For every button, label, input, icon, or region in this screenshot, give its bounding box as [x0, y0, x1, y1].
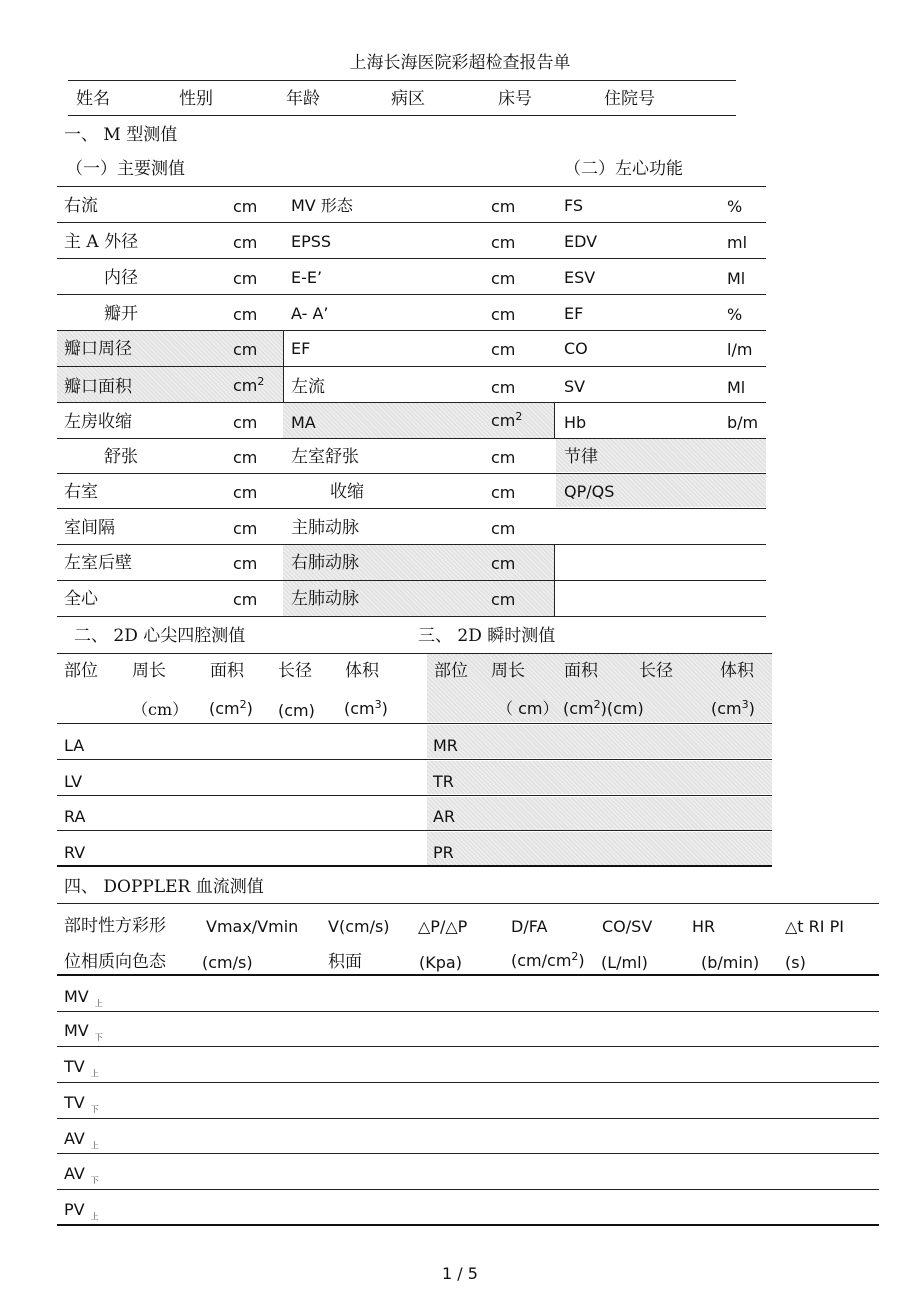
doppler-header-rule — [57, 974, 879, 976]
m-row-unit3: ml — [727, 233, 748, 252]
s3-header-area: 面积 — [564, 661, 598, 681]
m-row-rule — [57, 508, 766, 509]
doppler-row-rule — [57, 1082, 879, 1083]
doppler-row-av-up: AV $_上$ — [64, 1129, 99, 1150]
doppler-subheader-8: (s) — [785, 953, 806, 972]
m-row-label3: CO — [564, 339, 588, 358]
section4-title: 四、 DOPPLER 血流测值 — [64, 877, 264, 897]
m-row-unit2: cm — [491, 590, 516, 609]
m-row-unit3: Ml — [727, 269, 746, 288]
m-row-rule — [57, 258, 766, 259]
doppler-header-8: △t RI PI — [785, 917, 844, 936]
s2-header-area: 面积 — [210, 661, 244, 681]
s2-header-volume: 体积 — [345, 661, 379, 681]
section2-title: 二、 2D 心尖四腔测值 — [74, 626, 246, 646]
s3-header-volume: 体积 — [720, 661, 754, 681]
m-row-label: 右流 — [64, 196, 98, 216]
m-row-label2: E-E’ — [291, 268, 323, 287]
m-row-unit: cm — [233, 269, 258, 288]
m-row-label2: A- A’ — [291, 304, 329, 323]
m-row-unit3: % — [727, 305, 743, 324]
doppler-row-av-down: AV $_下$ — [64, 1164, 99, 1185]
doppler-row-tv-down: TV $_下$ — [64, 1093, 99, 1114]
doppler-subheader-3: 积面 — [328, 952, 362, 972]
m-row-label: 内径 — [104, 268, 138, 288]
m-row-label3: 节律 — [564, 447, 598, 467]
m-row-unit: cm — [233, 340, 258, 359]
s3-row-mr: MR — [433, 736, 458, 755]
m-row-unit: cm — [233, 590, 258, 609]
s3-row-tr: TR — [433, 772, 454, 791]
m-row-label3: ESV — [564, 268, 596, 287]
twod-row-rule — [57, 795, 772, 796]
m-row-unit: cm — [233, 448, 258, 467]
doppler-header-7: HR — [692, 917, 716, 936]
twod-header-rule — [57, 723, 772, 724]
doppler-row-rule — [57, 1046, 879, 1047]
m-row-label: 瓣口周径 — [64, 339, 132, 359]
s2-header-part: 部位 — [64, 661, 98, 681]
s3-unit-area-length: $(cm^2)(cm)$ — [563, 698, 644, 718]
m-row-label3: SV — [564, 377, 586, 396]
shade-pr — [427, 832, 772, 865]
m-col-divider — [283, 331, 284, 366]
m-row-label3: QP/QS — [564, 482, 615, 501]
m-col-divider — [283, 367, 284, 402]
s2-header-perimeter: 周长 — [132, 661, 166, 681]
s2-unit-length: (cm) — [278, 701, 315, 720]
doppler-top-rule — [57, 903, 879, 904]
doppler-bottom-rule — [57, 1224, 879, 1226]
twod-bottom-rule — [57, 865, 772, 867]
patient-name-label: 姓名 — [76, 89, 110, 109]
m-row-rule — [57, 330, 766, 331]
ward-label: 病区 — [391, 89, 425, 109]
m-row-unit: cm — [233, 519, 258, 538]
s2-unit-area: $(cm^2)$ — [209, 698, 253, 718]
doppler-header-5: D/FA — [511, 917, 548, 936]
s2-unit-volume: $(cm^3)$ — [344, 698, 388, 718]
patient-sex-label: 性别 — [179, 89, 213, 109]
report-title: 上海长海医院彩超检查报告单 — [349, 53, 571, 73]
s3-unit-volume: $(cm^3)$ — [711, 698, 755, 718]
s2-header-length: 长径 — [278, 661, 312, 681]
m-row-label: 右室 — [64, 482, 98, 502]
doppler-row-mv-down: MV $_下$ — [64, 1021, 103, 1042]
patient-age-label: 年龄 — [286, 89, 320, 109]
section3-title: 三、 2D 瞬时测值 — [418, 626, 556, 646]
doppler-row-tv-up: TV $_上$ — [64, 1057, 99, 1078]
s3-row-pr: PR — [433, 843, 454, 862]
m-row-unit: cm — [233, 305, 258, 324]
bed-number-label: 床号 — [498, 89, 532, 109]
s2-row-rv: RV — [64, 843, 86, 862]
doppler-row-rule — [57, 1118, 879, 1119]
m-row-label2: MV 形态 — [291, 196, 353, 215]
m-row-label3: EDV — [564, 232, 598, 251]
page-number: 1 / 5 — [442, 1264, 478, 1283]
m-row-unit: cm — [233, 197, 258, 216]
doppler-header-4: △P/△P — [418, 917, 468, 936]
doppler-row-rule — [57, 1153, 879, 1154]
m-row-unit2: cm — [491, 197, 516, 216]
m-row-label2: MA — [291, 413, 316, 432]
title-rule — [68, 80, 736, 81]
m-row-unit2: cm — [491, 269, 516, 288]
m-row-rule — [57, 438, 766, 439]
m-row-label: 全心 — [64, 589, 98, 609]
m-row-label2: 右肺动脉 — [291, 553, 359, 573]
m-row-label: 室间隔 — [64, 518, 115, 538]
m-row-unit2: cm — [491, 554, 516, 573]
m-row-label2: 左流 — [291, 377, 325, 397]
twod-row-rule — [57, 759, 772, 760]
patient-info-rule — [68, 115, 736, 116]
m-row-rule — [57, 366, 766, 367]
m-row-rule — [57, 580, 766, 581]
s2-row-la: LA — [64, 736, 85, 755]
doppler-header-1: 部时性方彩形 — [64, 916, 166, 936]
s2-row-ra: RA — [64, 807, 86, 826]
m-row-label: 瓣口面积 — [64, 377, 132, 397]
m-table-bottom-rule — [57, 616, 766, 617]
m-row-label: 左室后壁 — [64, 553, 132, 573]
m-row-unit2: cm — [491, 378, 516, 397]
doppler-header-3: V(cm/s) — [328, 917, 390, 936]
m-row-label2: 左室舒张 — [291, 447, 359, 467]
m-row-label2: 主肺动脉 — [291, 518, 359, 538]
m-row-unit2: cm — [491, 483, 516, 502]
s3-header-part: 部位 — [434, 661, 468, 681]
m-row-label: 左房收缩 — [64, 412, 132, 432]
m-row-label: 舒张 — [104, 447, 138, 467]
doppler-row-rule — [57, 1189, 879, 1190]
shade-ar — [427, 797, 772, 830]
doppler-subheader-7: (b/min) — [701, 953, 760, 972]
m-col-divider — [554, 545, 555, 616]
shade-tr — [427, 761, 772, 794]
m-row-label2: 左肺动脉 — [291, 589, 359, 609]
doppler-subheader-6: (L/ml) — [601, 953, 648, 972]
m-row-label2: 收缩 — [330, 482, 364, 502]
m-row-label2: EPSS — [291, 232, 332, 251]
m-row-label3: EF — [564, 304, 584, 323]
m-row-unit: cm — [233, 554, 258, 573]
s2-row-lv: LV — [64, 772, 83, 791]
m-row-unit2: cm — [491, 233, 516, 252]
twod-top-rule — [57, 653, 772, 654]
m-row-unit: cm — [233, 413, 258, 432]
m-row-unit2: cm — [491, 448, 516, 467]
m-row-unit: cm — [233, 233, 258, 252]
doppler-subheader-4: (Kpa) — [419, 953, 462, 972]
m-row-label: 主 A 外径 — [64, 232, 139, 252]
shade-mr — [427, 725, 772, 758]
s3-header-perimeter: 周长 — [491, 661, 525, 681]
doppler-row-pv-up: PV $_上$ — [64, 1200, 99, 1221]
m-row-label3: FS — [564, 196, 584, 215]
m-row-label: 瓣开 — [104, 304, 138, 324]
m-table-top-rule — [57, 186, 766, 187]
m-row-rule — [57, 473, 766, 474]
m-row-rule — [57, 222, 766, 223]
m-row-unit2: cm — [491, 519, 516, 538]
m-col-divider — [554, 403, 555, 438]
section1-sub-lv-function: （二）左心功能 — [564, 159, 683, 179]
m-row-unit2: $cm^2$ — [491, 410, 523, 430]
twod-row-rule — [57, 830, 772, 831]
m-row-label2: EF — [291, 339, 311, 358]
doppler-subheader-2: (cm/s) — [202, 953, 253, 972]
m-row-label3: Hb — [564, 413, 587, 432]
s3-row-ar: AR — [433, 807, 456, 826]
doppler-header-6: CO/SV — [602, 917, 653, 936]
m-row-unit2: cm — [491, 340, 516, 359]
m-row-unit3: l/m — [727, 340, 753, 359]
m-row-rule — [57, 544, 766, 545]
hospital-number-label: 住院号 — [604, 89, 655, 109]
section1-sub-main: （一）主要测值 — [66, 159, 185, 179]
m-row-unit3: Ml — [727, 378, 746, 397]
m-row-unit: cm — [233, 483, 258, 502]
m-row-unit: $cm^2$ — [233, 375, 265, 395]
m-row-unit3: % — [727, 197, 743, 216]
doppler-subheader-5: $(cm/cm^2)$ — [511, 950, 585, 970]
m-row-unit2: cm — [491, 305, 516, 324]
doppler-row-mv-up: MV $_上$ — [64, 987, 103, 1008]
s3-header-length: 长径 — [639, 661, 673, 681]
s2-unit-perimeter: （cm） — [132, 700, 189, 719]
m-row-rule — [57, 294, 766, 295]
section1-title: 一、 M 型测值 — [64, 125, 178, 145]
doppler-subheader-1: 位相质向色态 — [64, 952, 166, 972]
doppler-header-2: Vmax/Vmin — [206, 917, 299, 936]
m-row-unit3: b/m — [727, 413, 759, 432]
m-row-rule — [57, 402, 766, 403]
doppler-row-rule — [57, 1011, 879, 1012]
s3-unit-perimeter: （ cm） — [497, 699, 559, 718]
